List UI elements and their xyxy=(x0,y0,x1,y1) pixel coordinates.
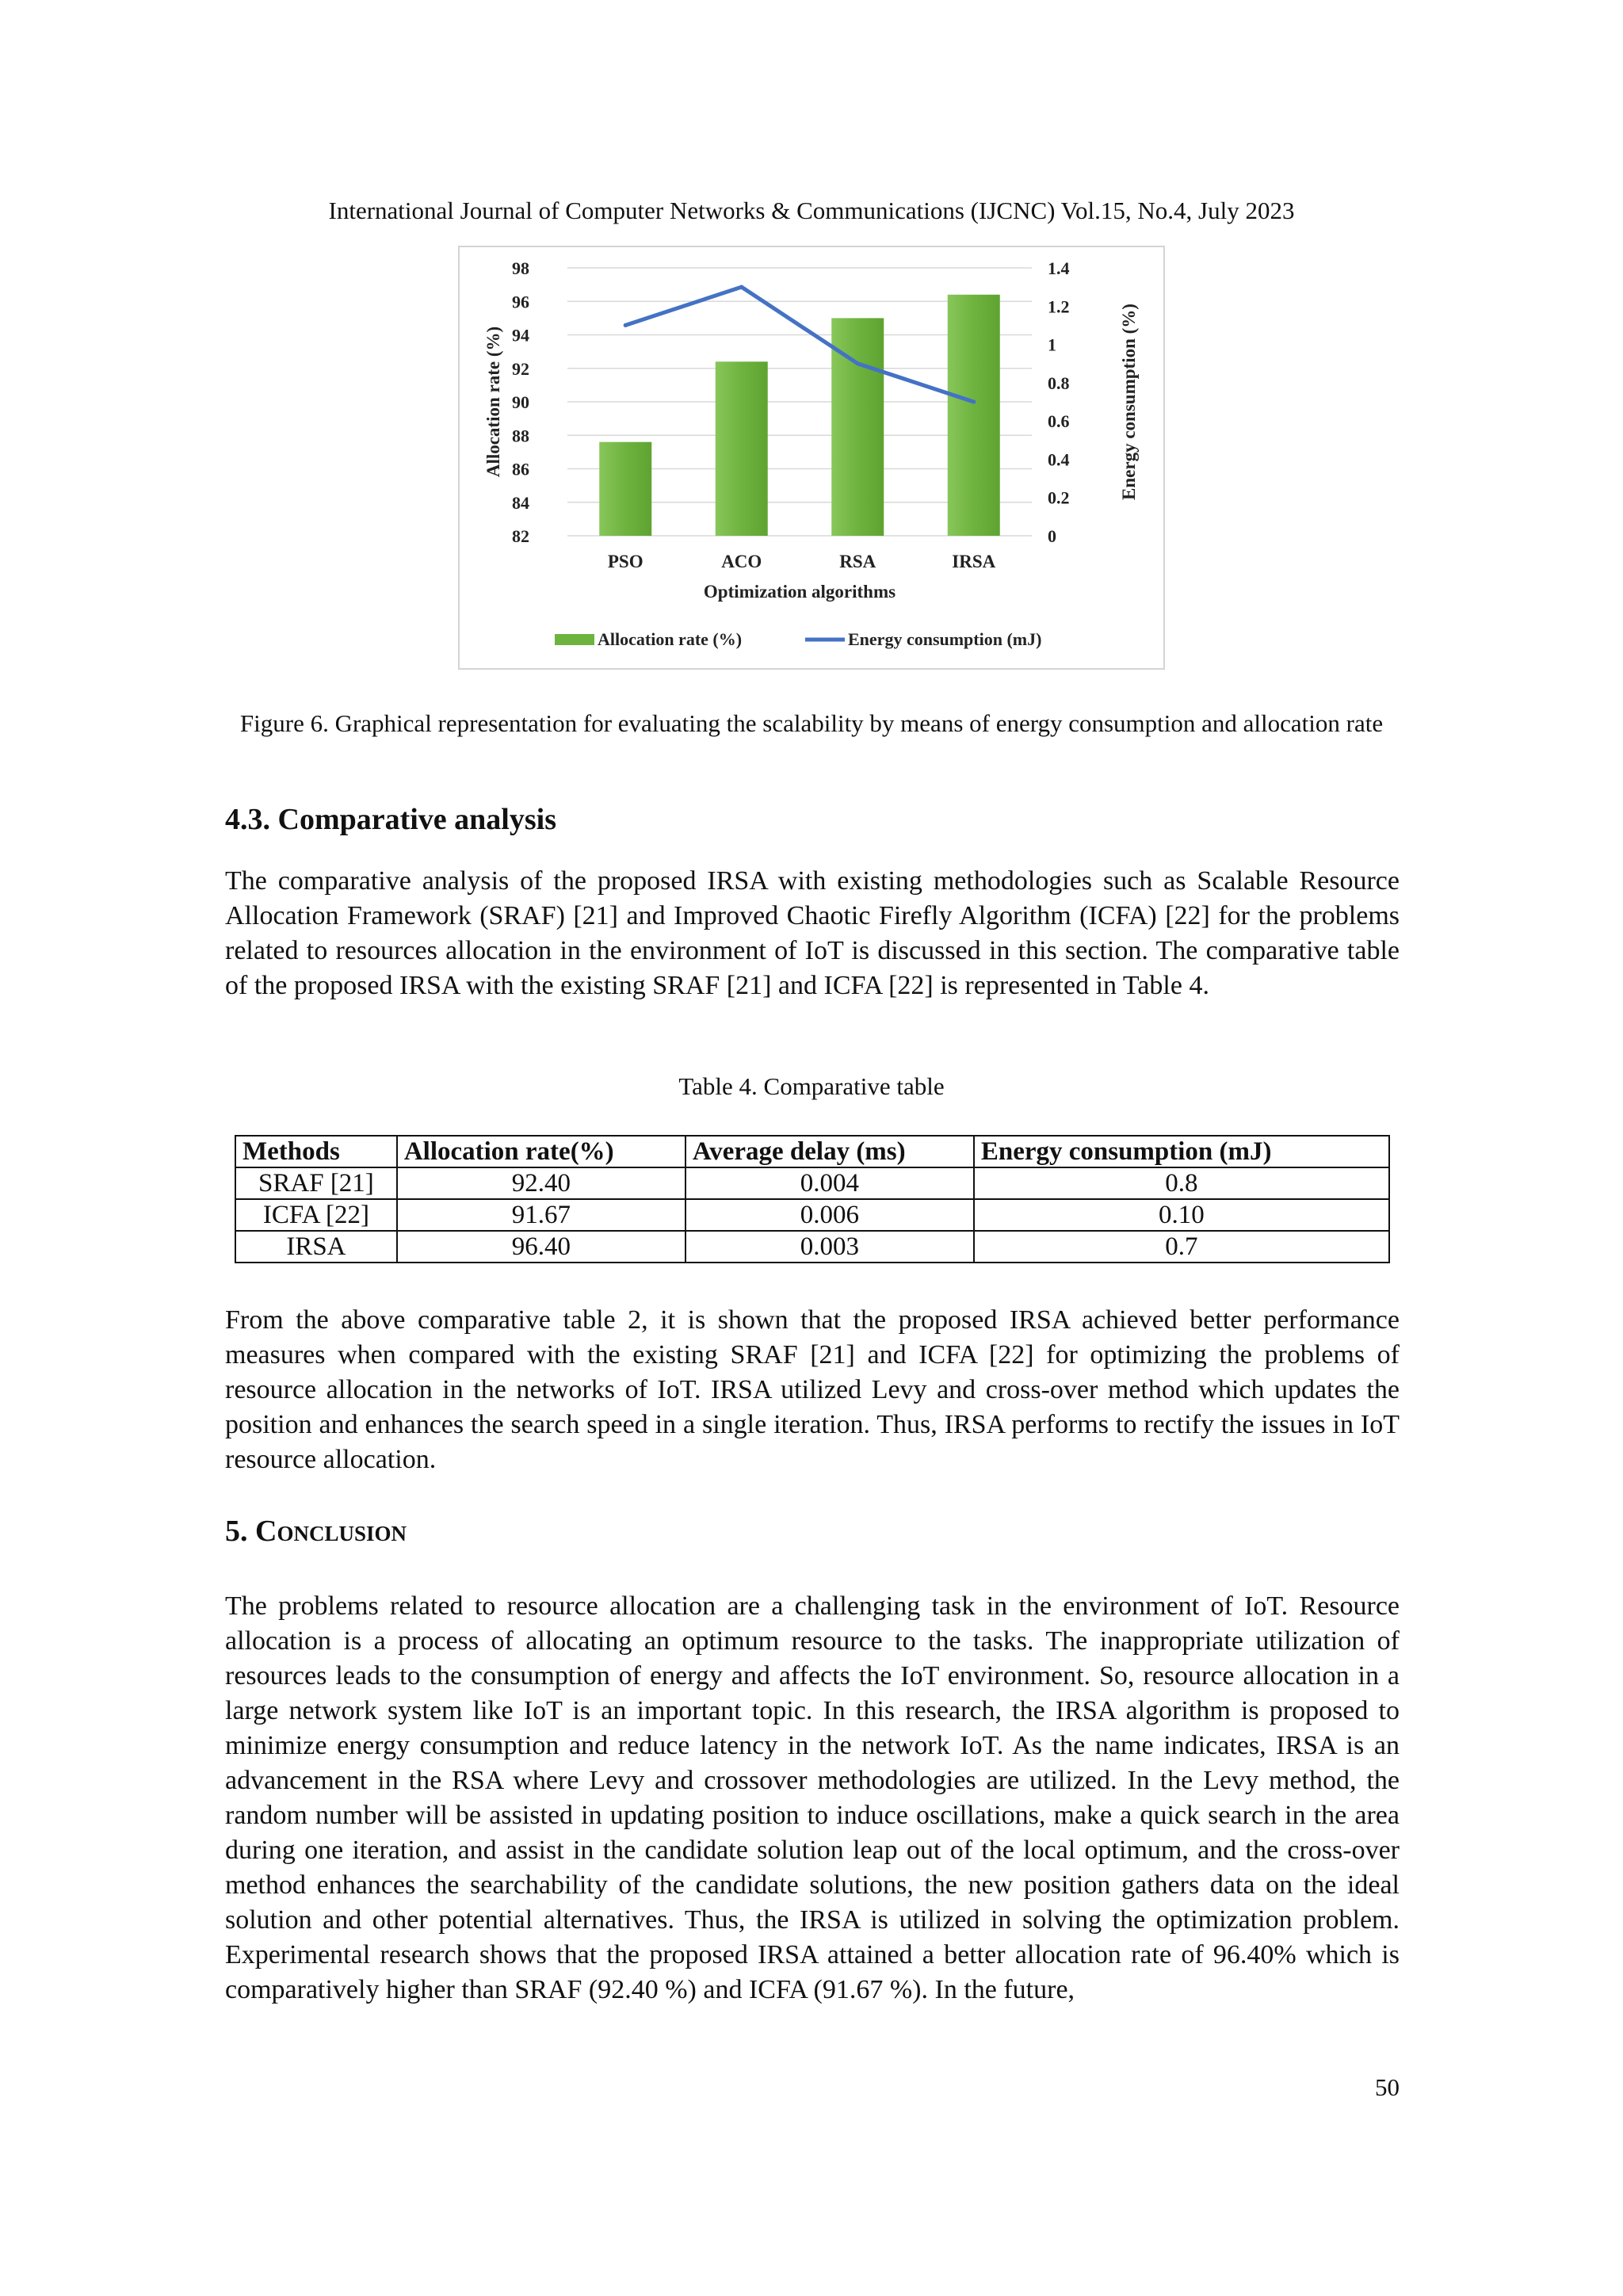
col-header-average-delay: Average delay (ms) xyxy=(685,1136,974,1167)
y-tick-label: 84 xyxy=(512,492,529,513)
table-caption: Table 4. Comparative table xyxy=(678,1072,945,1100)
x-tick-label: ACO xyxy=(721,552,762,571)
y2-tick-label: 0.2 xyxy=(1048,487,1070,508)
line-point xyxy=(972,400,976,404)
line-point xyxy=(856,361,860,365)
y2-axis-title: Energy consumption (%) xyxy=(1119,304,1139,500)
line-point xyxy=(624,323,628,327)
section-title: Comparative analysis xyxy=(277,803,556,836)
bar xyxy=(599,442,651,536)
x-tick-label: PSO xyxy=(607,552,643,571)
table-cell: 0.003 xyxy=(685,1231,974,1263)
line-point xyxy=(739,285,743,289)
post-table-paragraph: From the above comparative table 2, it is shown that the proposed IRSA achieved better performance measures when compared with the existing SRAF [21] and ICFA [22] for optimizing the problems of resource allocation in the networks of IoT. IRSA utilized Levy and cross-over method which updates the position and enhances the search speed in a single iteration. Thus, IRSA performs to rectify the issues in IoT resource allocation. xyxy=(225,1305,1400,1474)
y2-tick-label: 0 xyxy=(1048,526,1056,546)
energy-line xyxy=(625,287,974,402)
comparative-table xyxy=(235,1135,1390,1263)
y-axis-title: Allocation rate (%) xyxy=(483,326,503,478)
legend-swatch-bars xyxy=(555,634,594,645)
table-cell: SRAF [21] xyxy=(235,1167,397,1199)
y2-tick-label: 0.8 xyxy=(1048,372,1070,393)
table-header-row xyxy=(235,1136,1389,1167)
y-tick-label: 90 xyxy=(512,392,529,412)
table-cell: 91.67 xyxy=(397,1199,685,1231)
col-header-energy-consumption: Energy consumption (mJ) xyxy=(974,1136,1389,1167)
y-tick-label: 88 xyxy=(512,426,529,446)
section-number: 5. xyxy=(225,1515,248,1548)
y2-tick-label: 0.6 xyxy=(1048,411,1070,432)
y-tick-label: 86 xyxy=(512,459,529,479)
section-number: 4.3. xyxy=(225,803,270,836)
table-row xyxy=(235,1231,1389,1263)
table-cell: 0.8 xyxy=(974,1167,1389,1199)
running-header: International Journal of Computer Networks & Communications (IJCNC) Vol.15, No.4, July 2023 xyxy=(328,197,1295,224)
col-header-methods: Methods xyxy=(235,1136,397,1167)
table-cell: 96.40 xyxy=(397,1231,685,1263)
y-tick-label: 94 xyxy=(512,325,529,346)
page-number: 50 xyxy=(1375,2073,1400,2101)
table-cell: ICFA [22] xyxy=(235,1199,397,1231)
y2-tick-label: 1.2 xyxy=(1048,296,1070,317)
y-tick-label: 98 xyxy=(512,258,529,278)
comparative-analysis-paragraph: The comparative analysis of the proposed IRSA with existing methodologies such as Scalable Resource Allocation Framework (SRAF) [21] and Improved Chaotic Firefly Algorithm (ICFA) [22] for the problems related to resources allocation in the environment of IoT is discussed in this section. The comparative table of the proposed IRSA with the existing SRAF [21] and ICFA [22] is represented in Table 4. xyxy=(225,866,1400,1000)
table-cell: 92.40 xyxy=(397,1167,685,1199)
table-cell: 0.10 xyxy=(974,1199,1389,1231)
table-cell: IRSA xyxy=(235,1231,397,1263)
table-cell: 0.004 xyxy=(685,1167,974,1199)
legend-label-bars: Allocation rate (%) xyxy=(598,629,743,649)
figure-6-chart xyxy=(458,246,1165,670)
bar xyxy=(948,295,1000,536)
section-5-heading xyxy=(225,1514,407,1549)
x-tick-label: IRSA xyxy=(952,552,996,571)
table-row xyxy=(235,1167,1389,1199)
figure-caption: Figure 6. Graphical representation for evaluating the scalability by means of energy consumption and allocation rate xyxy=(239,709,1384,737)
section-4-3-heading xyxy=(225,802,556,837)
section-title: Conclusion xyxy=(255,1515,407,1548)
combo-chart xyxy=(460,247,1163,668)
y-tick-label: 82 xyxy=(512,526,529,546)
y-tick-label: 92 xyxy=(512,358,529,379)
legend-label-line: Energy consumption (mJ) xyxy=(848,629,1042,649)
x-tick-label: RSA xyxy=(839,552,876,571)
table-row xyxy=(235,1199,1389,1231)
y-tick-label: 96 xyxy=(512,292,529,312)
x-axis-title: Optimization algorithms xyxy=(703,582,896,602)
col-header-allocation-rate: Allocation rate(%) xyxy=(397,1136,685,1167)
table-cell: 0.006 xyxy=(685,1199,974,1231)
y2-tick-label: 1.4 xyxy=(1048,258,1070,278)
conclusion-paragraph: The problems related to resource allocation are a challenging task in the environment of IoT. Resource allocation is a process of allocating an optimum resource to the tasks. The inappropriate utilization of resources leads to the consumption of energy and affects the IoT environment. So, resource allocation in a large network system like IoT is an important topic. In this research, the IRSA algorithm is proposed to minimize energy consumption and reduce latency in the network IoT. As the name indicates, IRSA is an advancement in the RSA where Levy and crossover methodologies are utilized. In the Levy method, the random number will be assisted in updating position to induce oscillations, make a quick search in the area during one iteration, and assist in the candidate solution leap out of the local optimum, and the cross-over method enhances the searchability of the candidate solutions, the new position gathers data on the ideal solution and other potential alternatives. Thus, the IRSA is utilized in solving the optimization problem. Experimental research shows that the proposed IRSA attained a better allocation rate of 96.40% which is comparatively higher than SRAF (92.40 %) and ICFA (91.67 %). In the future, xyxy=(225,1591,1400,2004)
y2-tick-label: 1 xyxy=(1048,334,1056,355)
y2-tick-label: 0.4 xyxy=(1048,449,1070,470)
table-cell: 0.7 xyxy=(974,1231,1389,1263)
bar xyxy=(716,361,768,536)
